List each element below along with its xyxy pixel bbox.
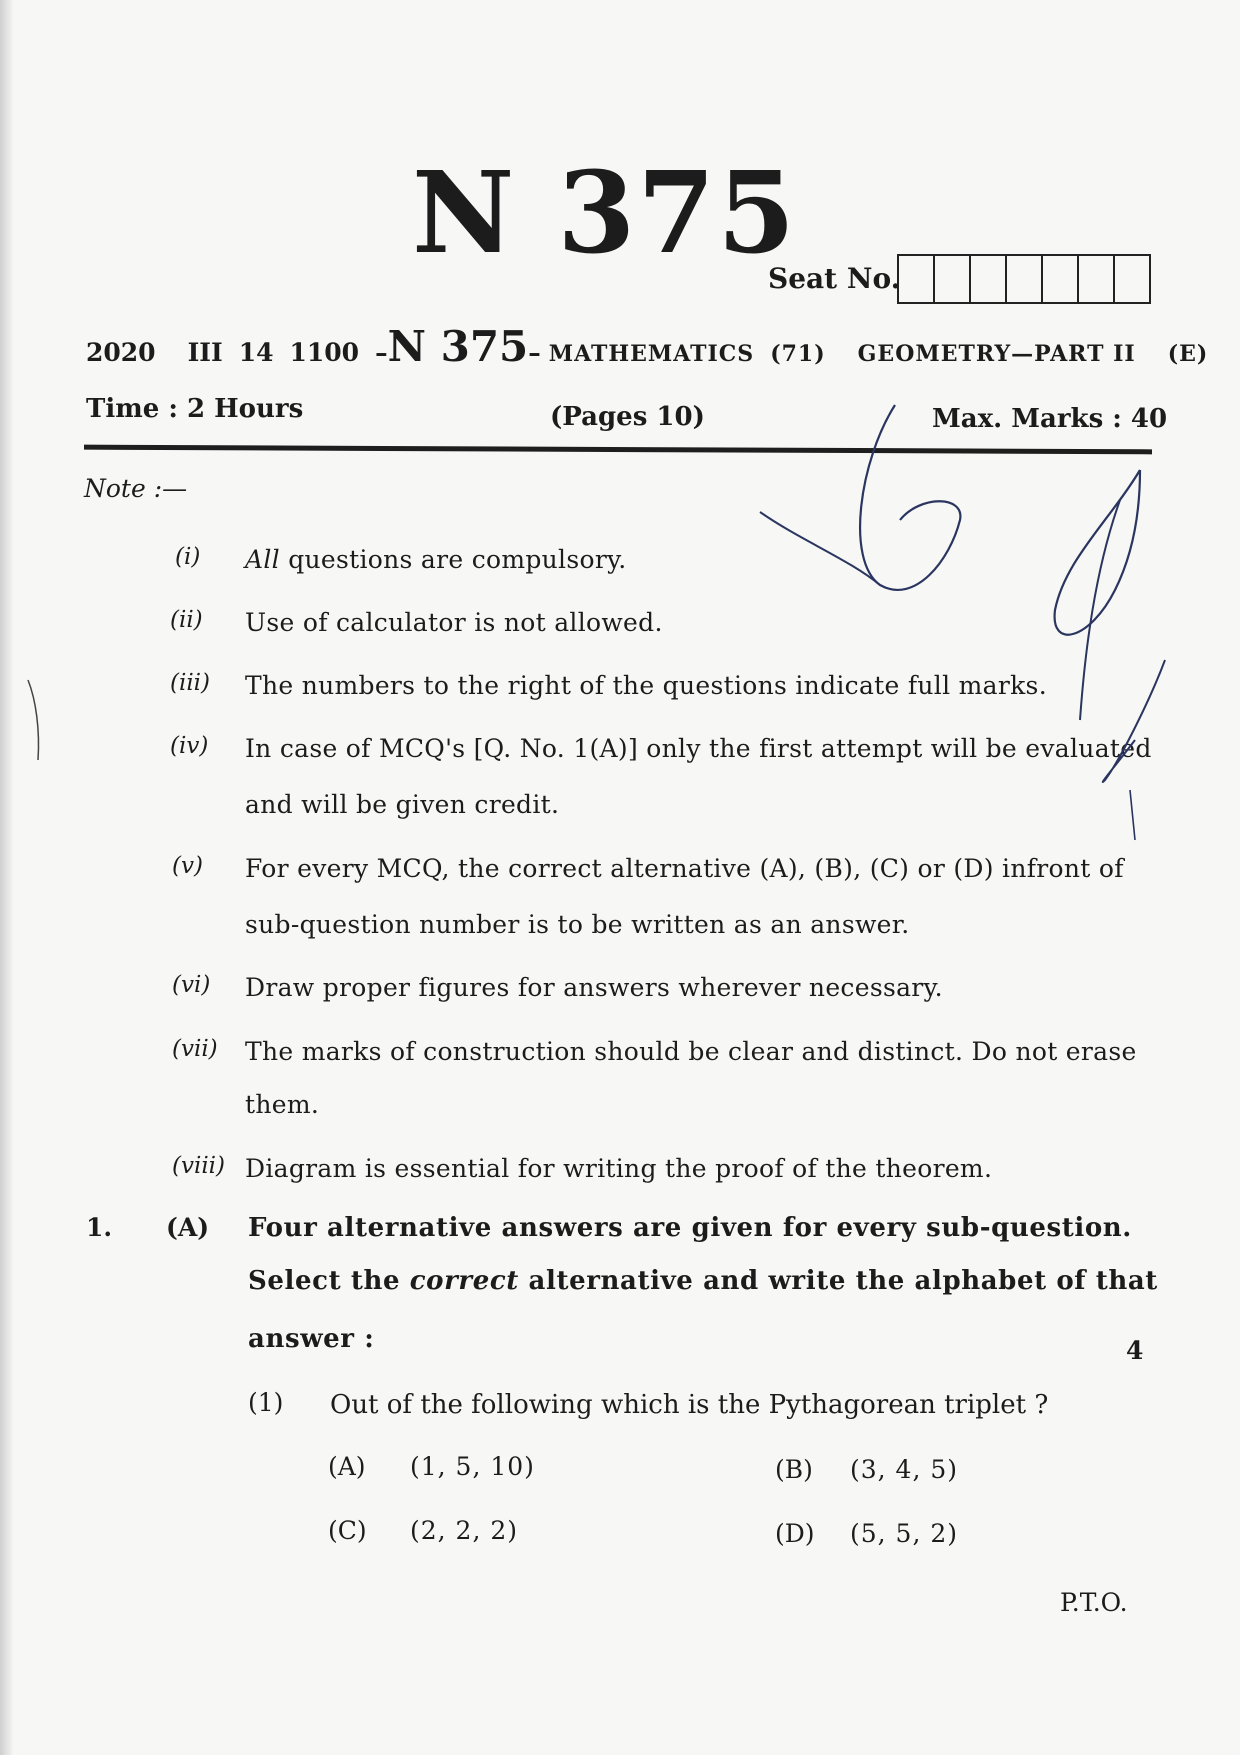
- please-turn-over: P.T.O.: [1060, 1588, 1128, 1617]
- note-number: (i): [175, 544, 201, 570]
- option-value: (5, 5, 2): [850, 1519, 959, 1548]
- seat-digit-box[interactable]: [1043, 256, 1079, 302]
- note-text-continued: them.: [245, 1090, 320, 1119]
- note-text-continued: and will be given credit.: [245, 790, 560, 819]
- option-value: (2, 2, 2): [410, 1516, 519, 1545]
- subject-name: MATHEMATICS: [548, 341, 755, 367]
- question-instruction: Select the correct alternative and write the alphabet of that: [248, 1266, 1158, 1296]
- note-number: (iv): [170, 733, 209, 759]
- page-count: (Pages 10): [550, 402, 705, 432]
- note-text: Draw proper figures for answers wherever necessary.: [245, 973, 943, 1002]
- question-marks: 4: [1126, 1336, 1144, 1365]
- max-marks: Max. Marks : 40: [932, 404, 1168, 434]
- note-number: (vi): [172, 972, 211, 998]
- option-value: (1, 5, 10): [410, 1452, 535, 1481]
- note-text: For every MCQ, the correct alternative (A), (B), (C) or (D) infront of: [245, 854, 1124, 883]
- sub-question-number: (1): [248, 1388, 284, 1417]
- note-text: All questions are compulsory.: [245, 545, 627, 574]
- subject-part: GEOMETRY—PART II: [857, 341, 1136, 367]
- seat-digit-box[interactable]: [1115, 256, 1149, 302]
- note-number: (vii): [172, 1036, 218, 1062]
- note-text-continued: sub-question number is to be written as an answer.: [245, 910, 910, 939]
- note-text: Diagram is essential for writing the proof of the theorem.: [245, 1154, 993, 1183]
- note-text: The marks of construction should be clear and distinct. Do not erase: [245, 1037, 1137, 1066]
- exam-session: III: [187, 338, 223, 367]
- medium: (E): [1167, 341, 1209, 367]
- exam-date: 14: [238, 338, 274, 367]
- note-text: The numbers to the right of the questions indicate full marks.: [245, 671, 1047, 700]
- subject-code: (71): [770, 341, 826, 367]
- question-instruction: Four alternative answers are given for every sub-question.: [248, 1213, 1132, 1243]
- exam-code: N 375: [387, 322, 529, 371]
- exam-year: 2020: [86, 338, 156, 367]
- option-letter: (A): [328, 1452, 366, 1481]
- seat-digit-box[interactable]: [1007, 256, 1043, 302]
- exam-time-code: 1100: [289, 338, 360, 367]
- seat-number-label: Seat No.: [768, 262, 901, 295]
- note-number: (viii): [172, 1153, 226, 1179]
- seat-digit-box[interactable]: [971, 256, 1007, 302]
- note-text: Use of calculator is not allowed.: [245, 608, 663, 637]
- option-letter: (B): [775, 1455, 813, 1484]
- paper-code-title: N 375: [412, 148, 798, 279]
- subject-line: 2020 III 14 1100 – N 375 – MATHEMATICS (71) GEOMETRY—PART II (E): [86, 322, 1209, 371]
- question-part: (A): [166, 1213, 210, 1242]
- header-divider: [84, 445, 1152, 455]
- note-heading: Note :—: [84, 474, 188, 503]
- note-number: (iii): [170, 670, 211, 696]
- note-emphasis: All: [245, 545, 280, 574]
- note-number: (v): [172, 853, 203, 879]
- seat-digit-box[interactable]: [935, 256, 971, 302]
- note-text: In case of MCQ's [Q. No. 1(A)] only the first attempt will be evaluated: [245, 734, 1152, 763]
- seat-number-boxes[interactable]: [897, 254, 1151, 304]
- option-value: (3, 4, 5): [850, 1455, 959, 1484]
- seat-digit-box[interactable]: [899, 256, 935, 302]
- note-number: (ii): [170, 607, 203, 633]
- scan-edge: [0, 0, 14, 1755]
- option-letter: (C): [328, 1516, 367, 1545]
- emphasis: correct: [409, 1266, 519, 1296]
- option-letter: (D): [775, 1519, 815, 1548]
- question-number: 1.: [86, 1213, 113, 1242]
- seat-digit-box[interactable]: [1079, 256, 1115, 302]
- sub-question-text: Out of the following which is the Pythagorean triplet ?: [330, 1390, 1049, 1420]
- question-instruction: answer :: [248, 1324, 375, 1354]
- time-allowed: Time : 2 Hours: [86, 394, 304, 424]
